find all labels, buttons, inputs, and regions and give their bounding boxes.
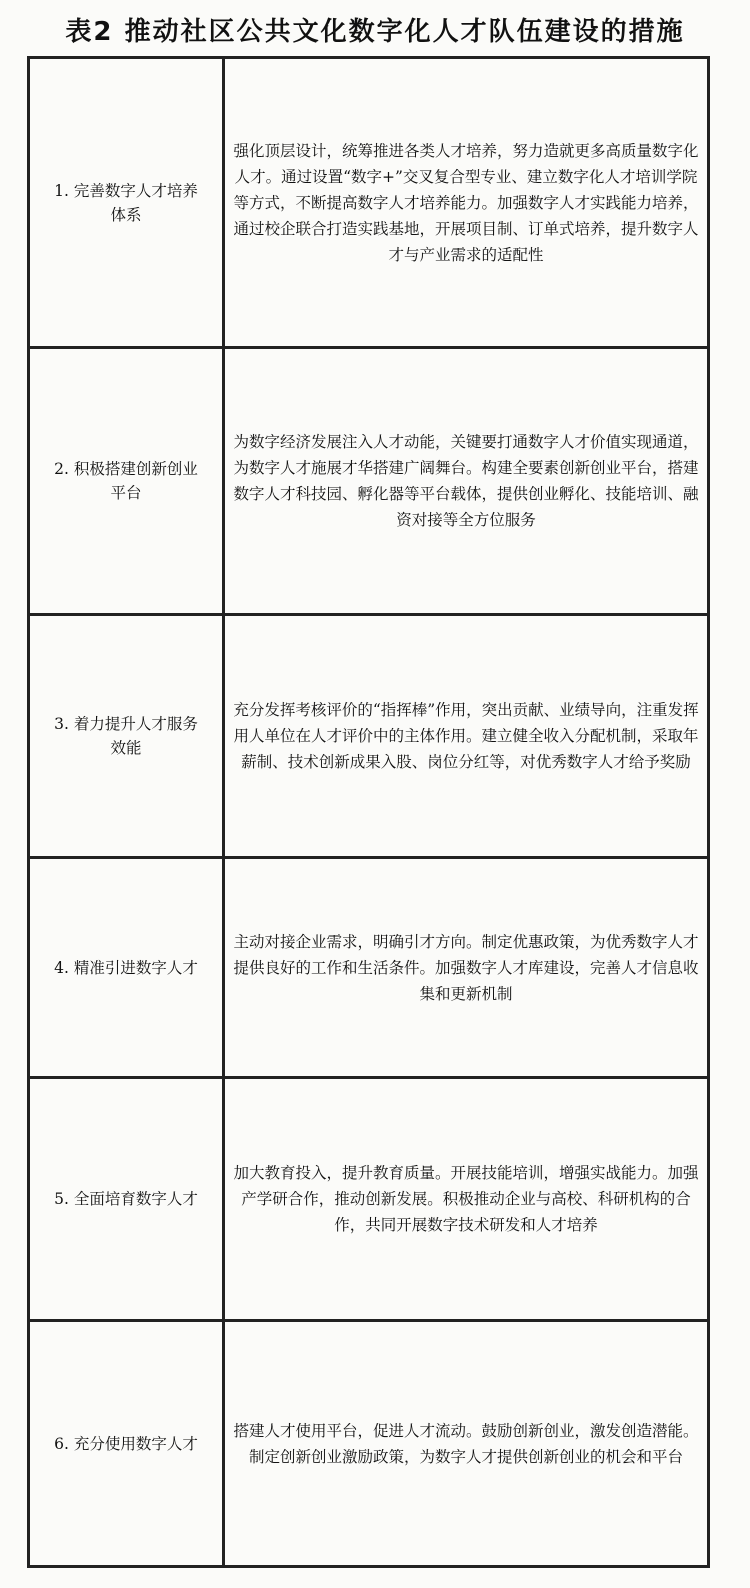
- measure-name-cell: [29, 615, 224, 858]
- measure-name-cell: [29, 1078, 224, 1321]
- measure-description: 加大教育投入，提升教育质量。开展技能培训，增强实战能力。加强产学研合作，推动创新发展。积极推动企业与高校、科研机构的合作，共同开展数字技术研发和人才培养: [233, 1164, 699, 1234]
- measure-desc-cell: [224, 348, 709, 615]
- measure-name-cell: [29, 348, 224, 615]
- measure-name-cell: [29, 858, 224, 1078]
- table-row: [29, 615, 709, 858]
- measures-table: [27, 56, 710, 1568]
- measure-description: 主动对接企业需求，明确引才方向。制定优惠政策，为优秀数字人才提供良好的工作和生活条件。加强数字人才库建设，完善人才信息收集和更新机制: [233, 932, 699, 1003]
- table-row: [29, 1321, 709, 1567]
- measure-desc-cell: [224, 858, 709, 1078]
- measure-description: 充分发挥考核评价的“指挥棒”作用，突出贡献、业绩导向，注重发挥用人单位在人才评价中的主体作用。建立健全收入分配机制，采取年薪制、技术创新成果入股、岗位分红等，对优秀数字人才给予奖励: [233, 701, 699, 771]
- measure-desc-cell: [224, 615, 709, 858]
- measure-description: 搭建人才使用平台，促进人才流动。鼓励创新创业，激发创造潜能。制定创新创业激励政策，为数字人才提供创新创业的机会和平台: [233, 1421, 699, 1466]
- measure-name: 5. 全面培育数字人才: [54, 1190, 198, 1208]
- measure-desc-cell: [224, 1321, 709, 1567]
- measure-description: 强化顶层设计，统筹推进各类人才培养，努力造就更多高质量数字化人才。通过设置“数字+”交叉复合型专业、建立数字化人才培训学院等方式，不断提高数字人才培养能力。加强数字人才实践能力培养，通过校企联合打造实践基地，开展项目制、订单式培养，提升数字人才与产业需求的适配性: [233, 141, 699, 264]
- table-row: [29, 1078, 709, 1321]
- table-row: [29, 858, 709, 1078]
- table-row: [29, 58, 709, 348]
- measure-desc-cell: [224, 1078, 709, 1321]
- table-row: [29, 348, 709, 615]
- table-title: 表2 推动社区公共文化数字化人才队伍建设的措施: [65, 17, 685, 47]
- measure-name-cell: [29, 58, 224, 348]
- measure-name: 3. 着力提升人才服务效能: [54, 715, 198, 757]
- measure-name: 2. 积极搭建创新创业平台: [54, 460, 198, 502]
- measure-name: 6. 充分使用数字人才: [54, 1434, 198, 1453]
- measure-name-cell: [29, 1321, 224, 1567]
- measure-name: 4. 精准引进数字人才: [54, 958, 198, 977]
- measure-desc-cell: [224, 58, 709, 348]
- measure-name: 1. 完善数字人才培养体系: [54, 181, 198, 224]
- measure-description: 为数字经济发展注入人才动能，关键要打通数字人才价值实现通道，为数字人才施展才华搭建广阔舞台。构建全要素创新创业平台，搭建数字人才科技园、孵化器等平台载体，提供创业孵化、技能培训、融资对接等全方位服务: [233, 433, 699, 529]
